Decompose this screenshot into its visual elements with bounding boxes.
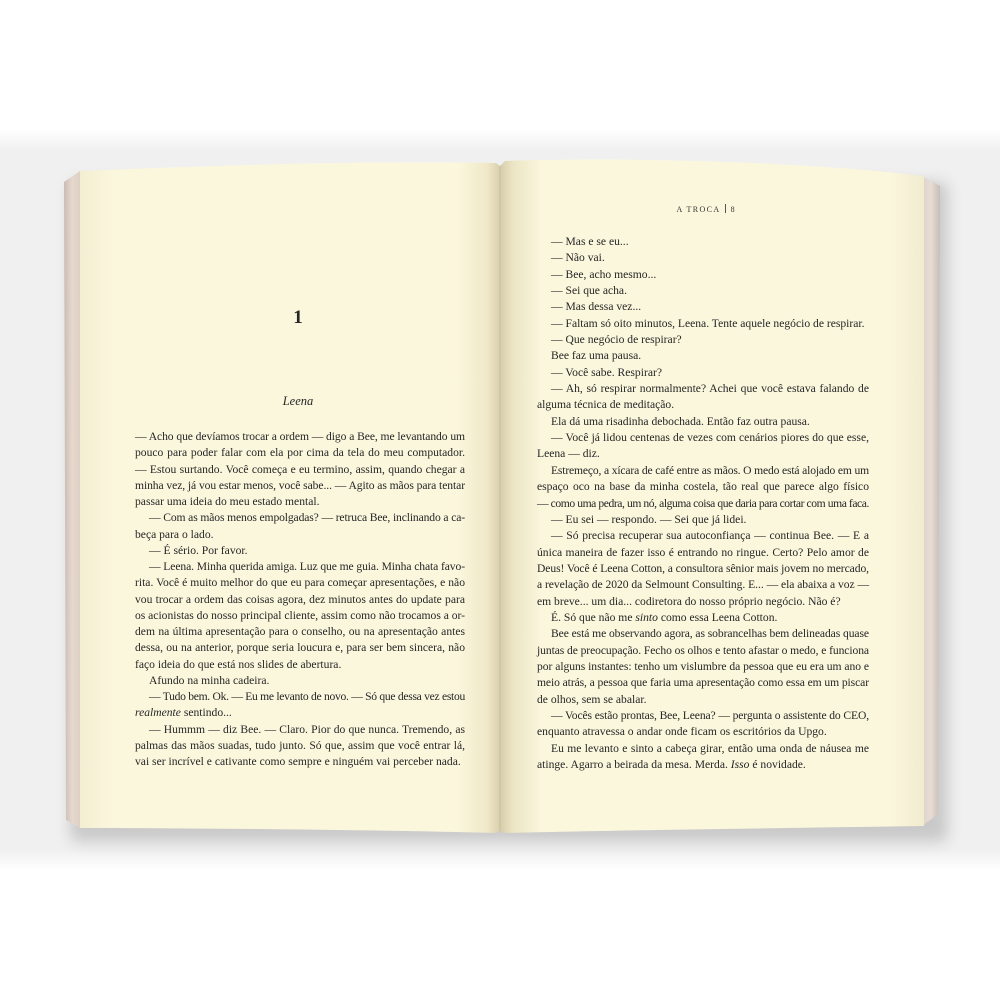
text-line: — Só precisa recuperar sua autoconfiança — continua Bee. — E a (551, 529, 869, 543)
text-segment: como essa Leena Cotton. (657, 610, 778, 624)
text-line (537, 757, 869, 773)
text-line: espaço oco na base da minha costela, tão real que parece algo físico (537, 480, 869, 494)
text-line: — Que negócio de respirar? (551, 333, 682, 347)
text-line: — Faltam só oito minutos, Leena. Tente aquele negócio de respirar. (551, 316, 865, 330)
italic-emphasis: sinto (635, 610, 658, 624)
chapter-number: 1 (293, 307, 303, 328)
text-line: por alguns instantes: tenho um vislumbre da pessoa que eu era um ano e (537, 659, 869, 673)
text-line: — É sério. Por favor. (149, 543, 248, 557)
text-line: minha vez, já vou estar menos, você sabe... — Agito as mãos para tentar (135, 478, 465, 492)
text-line: meio atrás, a pessoa que faria uma apresentação como essa em um piscar (537, 676, 869, 690)
text-line: Bee está me observando agora, as sobrancelhas bem delineadas quase (551, 627, 869, 641)
left-page-body (135, 429, 465, 770)
text-line: — Hummm — diz Bee. — Claro. Pior do que nunca. Tremendo, as (149, 722, 465, 736)
text-line: pouco para poder falar com ela por cima da tela do meu computador. (135, 446, 465, 460)
text-line: — como uma pedra, um nó, alguma coisa que daria para cortar com uma faca. (537, 496, 869, 510)
text-line: Estremeço, a xícara de café entre as mãos. O medo está alojado em um (551, 463, 869, 477)
italic-emphasis: Isso (730, 758, 750, 771)
text-line: alguma técnica de meditação. (537, 398, 675, 412)
text-line: juntas de preocupação. Fecho os olhos e tento afastar o medo, e funciona (537, 643, 869, 657)
running-head (615, 204, 736, 216)
text-line: os acionistas do nosso principal cliente, assim como não trocamos a or- (135, 608, 465, 622)
text-line: de olhos, sem se abalar. (537, 692, 647, 706)
text-line: — Você já lidou centenas de vezes com cenários piores do que esse, (551, 431, 869, 445)
running-head-title: A TROCA (676, 205, 721, 214)
text-line: — Sei que acha. (551, 284, 627, 298)
text-line: enquanto atravessa o andar onde ficam os escritórios da Upgo. (537, 725, 827, 739)
text-line: — Tudo bem. Ok. — Eu me levanto de novo. — Só que dessa vez estou (149, 690, 465, 703)
left-page-stack-edge (64, 171, 80, 828)
text-line (537, 610, 869, 626)
page-number: 8 (730, 205, 736, 214)
text-line: Afundo na minha cadeira. (149, 673, 270, 687)
text-line: a revelação de 2020 da Selmount Consulting. E... — ela abaixa a voz — (537, 578, 869, 592)
text-segment: atinge. Agarro a beirada da mesa. Merda. (537, 758, 731, 771)
text-line: Bee faz uma pausa. (551, 349, 642, 363)
text-line: — Vocês estão prontas, Bee, Leena? — pergunta o assistente do CEO, (551, 708, 869, 722)
text-line: palmas das mãos suadas, tudo junto. Só que, assim que você entrar lá, (135, 738, 465, 752)
text-segment: sentindo... (180, 706, 232, 720)
text-segment: É. Só que não me (551, 610, 636, 624)
text-line: — Mas e se eu... (551, 235, 629, 248)
text-line: passar uma ideia do meu estado mental. (135, 495, 320, 508)
text-line: — Eu sei — respondo. — Sei que já lidei. (551, 512, 747, 526)
text-line: — Você sabe. Respirar? (551, 365, 662, 379)
text-line: — Leena. Minha querida amiga. Luz que me guia. Minha chata favo- (149, 560, 465, 573)
text-line: — Ah, só respirar normalmente? Achei que você estava falando de (551, 382, 869, 396)
text-line: em breve... um dia... codiretora do nosso próprio negócio. Não é? (537, 594, 841, 608)
right-page-stack-edge (922, 176, 940, 826)
text-line: — Acho que devíamos trocar a ordem — digo a Bee, me levantando um (135, 430, 465, 443)
text-line: Leena — diz. (537, 447, 600, 461)
text-line: rita. Você é muito melhor do que eu para começar apresentações, e não (135, 576, 465, 590)
text-line: faço ideia do que está nos slides de abertura. (135, 657, 342, 671)
text-line: beça para o lado. (135, 527, 214, 541)
text-line: única maneira de fazer isso é entrando no ringue. Certo? Pelo amor de (537, 545, 869, 559)
running-head-separator (725, 204, 726, 213)
text-line (135, 705, 465, 721)
text-segment: é novidade. (749, 758, 806, 771)
text-line: dem na última apresentação para o conselho, ou na apresentação antes (135, 625, 465, 638)
right-page-body (537, 234, 869, 773)
text-line: — Estou surtando. Você começa e eu termino, assim, quando chegar a (135, 462, 465, 476)
text-line: vou trocar a ordem das coisas agora, dez minutos antes do update para (135, 592, 465, 606)
text-line: — Bee, acho mesmo... (551, 267, 657, 281)
text-line: Deus! Você é Leena Cotton, a consultora sênior mais jovem no mercado, (537, 561, 869, 575)
text-line: Eu me levanto e sinto a cabeça girar, então uma onda de náusea me (551, 741, 869, 755)
text-line: — Mas dessa vez... (551, 300, 642, 314)
italic-emphasis: realmente (135, 706, 181, 720)
text-line: dessa, ou na anterior, porque seria loucura e, para ser bem sincera, não (135, 641, 465, 655)
text-line: — Não vai. (551, 251, 605, 265)
text-line: — Com as mãos menos empolgadas? — retruca Bee, inclinando a ca- (149, 511, 465, 525)
chapter-title: Leena (282, 394, 314, 408)
text-line: vai ser incrível e cativante como sempre e ninguém vai perceber nada. (135, 755, 461, 768)
text-line: Ela dá uma risadinha debochada. Então faz outra pausa. (551, 414, 810, 428)
